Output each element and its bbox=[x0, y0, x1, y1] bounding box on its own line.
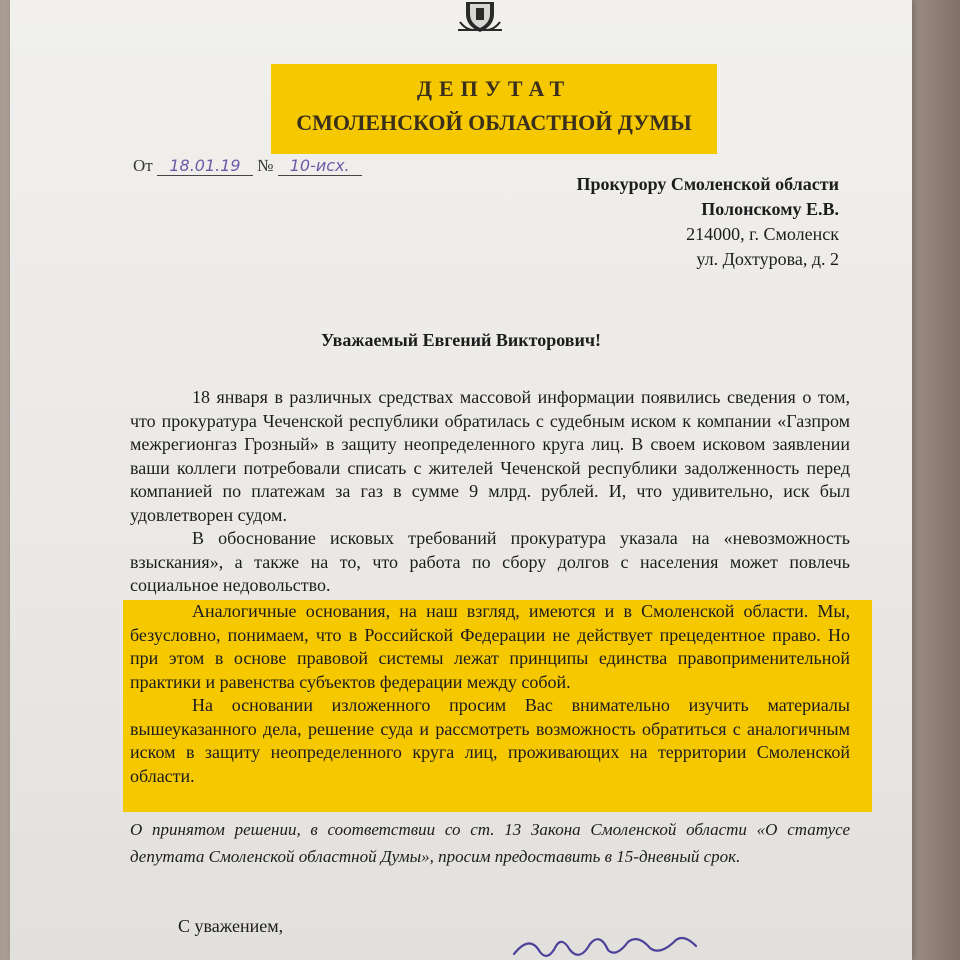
closing-paragraph: О принятом решении, в соответствии со ст. 13 Закона Смоленской области «О статусе депутата Смоленской областной Думы», просим предоставить в 15-дневный срок. bbox=[130, 820, 850, 866]
paragraph-1: 18 января в различных средствах массовой информации появились сведения о том, что прокуратура Чеченской республики обратилась с судебным иском к компании «Газпром межрегионгаз Грозный» в защиту неопределенного круга лиц. В своем исковом заявлении ваши коллеги потребовали списать с жителей Чеченской республики задолженность перед компанией по платежам за газ в сумме 9 млрд. рублей. И, что удивительно, иск был удовлетворен судом. bbox=[130, 387, 850, 525]
document-sheet bbox=[10, 0, 912, 960]
handwritten-number: 10-исх. bbox=[278, 156, 362, 176]
letterhead-title: ДЕПУТАТ bbox=[416, 76, 572, 101]
paragraph-4: На основании изложенного просим Вас внимательно изучить материалы вышеуказанного дела, решение суда и рассмотреть возможность обратиться с аналогичным иском в защиту неопределенного круга лиц, проживающих на территории Смоленской области. bbox=[130, 695, 850, 786]
highlighted-request bbox=[123, 600, 872, 812]
from-label: От bbox=[133, 156, 153, 175]
addressee-name: Полонскому Е.В. bbox=[701, 199, 839, 219]
outgoing-reference bbox=[133, 156, 362, 176]
body-paragraphs-intro bbox=[130, 386, 850, 598]
addressee-position: Прокурору Смоленской области bbox=[576, 174, 839, 194]
number-label: № bbox=[257, 156, 274, 175]
addressee-street: ул. Дохтурова, д. 2 bbox=[696, 249, 839, 269]
paragraph-2: В обоснование исковых требований прокуратура указала на «невозможность взыскания», а также на то, что работа по сбору долгов с населения может повлечь социальное недовольство. bbox=[130, 528, 850, 595]
letterhead-subtitle: СМОЛЕНСКОЙ ОБЛАСТНОЙ ДУМЫ bbox=[296, 110, 692, 135]
signature-icon bbox=[510, 928, 700, 960]
addressee-block bbox=[576, 172, 839, 272]
regards-line: С уважением, bbox=[178, 916, 284, 936]
handwritten-date: 18.01.19 bbox=[157, 156, 253, 176]
letterhead-block bbox=[271, 64, 717, 154]
background-surface bbox=[912, 0, 960, 960]
coat-of-arms-icon bbox=[452, 0, 508, 34]
addressee-city: 214000, г. Смоленск bbox=[686, 224, 839, 244]
paragraph-3: Аналогичные основания, на наш взгляд, имеются и в Смоленской области. Мы, безусловно, понимаем, что в Российской Федерации не действует прецедентное право. Но при этом в основе правовой системы лежат принципы единства правоприменительной практики и равенства субъектов федерации между собой. bbox=[130, 601, 850, 692]
salutation: Уважаемый Евгений Викторович! bbox=[320, 330, 602, 350]
